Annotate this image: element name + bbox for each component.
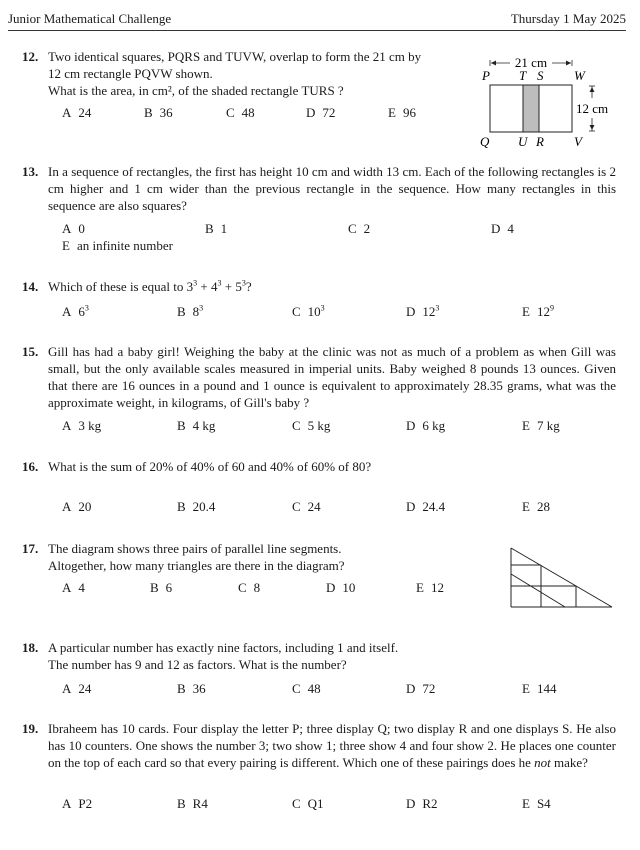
option-d[interactable]: D 24.4	[406, 499, 446, 514]
question-19	[22, 720, 616, 771]
label-r: R	[536, 134, 544, 149]
question-number: 18.	[22, 640, 39, 655]
option-e[interactable]: E 12	[416, 580, 444, 595]
option-c[interactable]: C 48	[226, 105, 255, 120]
answer-options-17	[62, 579, 444, 596]
question-number: 15.	[22, 344, 39, 359]
question-14	[22, 278, 616, 295]
option-c[interactable]: C Q1	[292, 796, 324, 811]
answer-options-13	[62, 220, 514, 237]
option-e[interactable]: E 96	[388, 105, 416, 120]
option-e[interactable]: E $12^9$	[522, 303, 554, 319]
label-t: T	[519, 68, 527, 83]
option-c[interactable]: C 48	[292, 681, 321, 696]
rectangle-diagram	[474, 50, 624, 150]
question-text: Ibraheem has 10 cards. Four display the letter P; three display Q; two display R and one displays S. He also has 10 counters. One shows the number 3; two show 1; three show 4 and four show 2. He places one counter on the top of each card so that every pairing is different. Which one of these pairings does he not make?	[48, 721, 616, 770]
option-a[interactable]: A P2	[62, 796, 93, 811]
question-text: What is the sum of 20% of 40% of 60 and 40% of 60% of 80?	[48, 459, 372, 474]
answer-options-12	[62, 104, 416, 121]
question-text: Which of these is equal to $3^3 + 4^3 + 5^3$?	[48, 278, 252, 294]
option-b[interactable]: B 6	[150, 580, 173, 595]
question-text: Gill has had a baby girl! Weighing the baby at the clinic was not as much of a problem as when Gill was small, but the only available scales measured in imperial units. Baby weighed 8 pounds 13 ounces. Given that there are 16 ounces in a pound and 1 ounce is equivalent to approximately 28.35 grams, what was the approximate weight, in kilograms, of Gill's baby ?	[48, 344, 616, 410]
contest-title: Junior Mathematical Challenge	[8, 11, 172, 26]
question-text: In a sequence of rectangles, the first has height 10 cm and width 13 cm. Each of the following rectangles is 2 cm higher and 1 cm wider than the previous rectangle in the sequence. How many rectangles in this sequence are also squares?	[48, 164, 616, 213]
question-text: A particular number has exactly nine factors, including 1 and itself. The number has 9 and 12 as factors. What is the number?	[48, 640, 399, 672]
option-e[interactable]: E 144	[522, 681, 557, 696]
question-number: 17.	[22, 541, 39, 556]
option-d[interactable]: D 6 kg	[406, 418, 446, 433]
option-b[interactable]: B R4	[177, 796, 208, 811]
question-15	[22, 343, 616, 411]
option-a[interactable]: A 24	[62, 105, 92, 120]
question-number: 14.	[22, 279, 39, 294]
answer-options-15	[62, 417, 560, 434]
option-d[interactable]: D R2	[406, 796, 438, 811]
label-q: Q	[480, 134, 490, 149]
option-a[interactable]: A 3 kg	[62, 418, 102, 433]
label-v: V	[574, 134, 582, 149]
option-c[interactable]: C 2	[348, 221, 371, 236]
page-header	[8, 10, 626, 31]
label-s: S	[537, 68, 544, 83]
option-c[interactable]: C 8	[238, 580, 261, 595]
question-16	[22, 458, 616, 475]
answer-options-16	[62, 498, 550, 515]
option-b[interactable]: B $8^3$	[177, 303, 204, 319]
option-a[interactable]: A 4	[62, 580, 85, 595]
option-a[interactable]: A 20	[62, 499, 92, 514]
option-b[interactable]: B 4 kg	[177, 418, 216, 433]
option-c[interactable]: C $10^3$	[292, 303, 325, 319]
question-13	[22, 163, 616, 214]
height-label: 12 cm	[576, 101, 609, 116]
option-c[interactable]: C 5 kg	[292, 418, 331, 433]
label-w: W	[574, 68, 585, 83]
label-p: P	[482, 68, 490, 83]
answer-options-19	[62, 795, 551, 812]
width-label: 21 cm	[514, 55, 548, 70]
option-a[interactable]: A 24	[62, 681, 92, 696]
question-number: 19.	[22, 721, 39, 736]
option-b[interactable]: B 20.4	[177, 499, 216, 514]
option-a[interactable]: A 0	[62, 221, 85, 236]
option-e[interactable]: E 28	[522, 499, 550, 514]
option-b[interactable]: B 36	[177, 681, 206, 696]
option-d[interactable]: D 10	[326, 580, 356, 595]
answer-options-14	[62, 303, 554, 320]
option-d[interactable]: D 4	[491, 221, 514, 236]
label-u: U	[518, 134, 528, 149]
option-d[interactable]: D 72	[406, 681, 436, 696]
contest-date: Thursday 1 May 2025	[510, 11, 626, 26]
question-text: The diagram shows three pairs of parallel line segments. Altogether, how many triangles are there in the diagram?	[48, 541, 345, 573]
question-number: 12.	[22, 49, 39, 64]
option-e[interactable]: E S4	[522, 796, 551, 811]
option-d[interactable]: D 72	[306, 105, 336, 120]
option-b[interactable]: B 36	[144, 105, 173, 120]
option-e[interactable]: E an infinite number	[62, 238, 173, 253]
shaded-rectangle	[523, 85, 539, 132]
option-c[interactable]: C 24	[292, 499, 321, 514]
option-a[interactable]: A $6^3$	[62, 303, 89, 319]
question-number: 16.	[22, 459, 39, 474]
question-18	[22, 639, 616, 673]
parallel-lines-diagram	[505, 544, 617, 612]
question-text: Two identical squares, PQRS and TUVW, overlap to form the 21 cm by 12 cm rectangle PQVW shown. What is the area, in cm², of the shaded rectangle TURS ?	[48, 49, 422, 98]
question-number: 13.	[22, 164, 39, 179]
answer-options-18	[62, 680, 556, 697]
answer-options-13-row2	[62, 237, 173, 254]
option-e[interactable]: E 7 kg	[522, 418, 560, 433]
option-d[interactable]: D $12^3$	[406, 303, 440, 319]
option-b[interactable]: B 1	[205, 221, 228, 236]
